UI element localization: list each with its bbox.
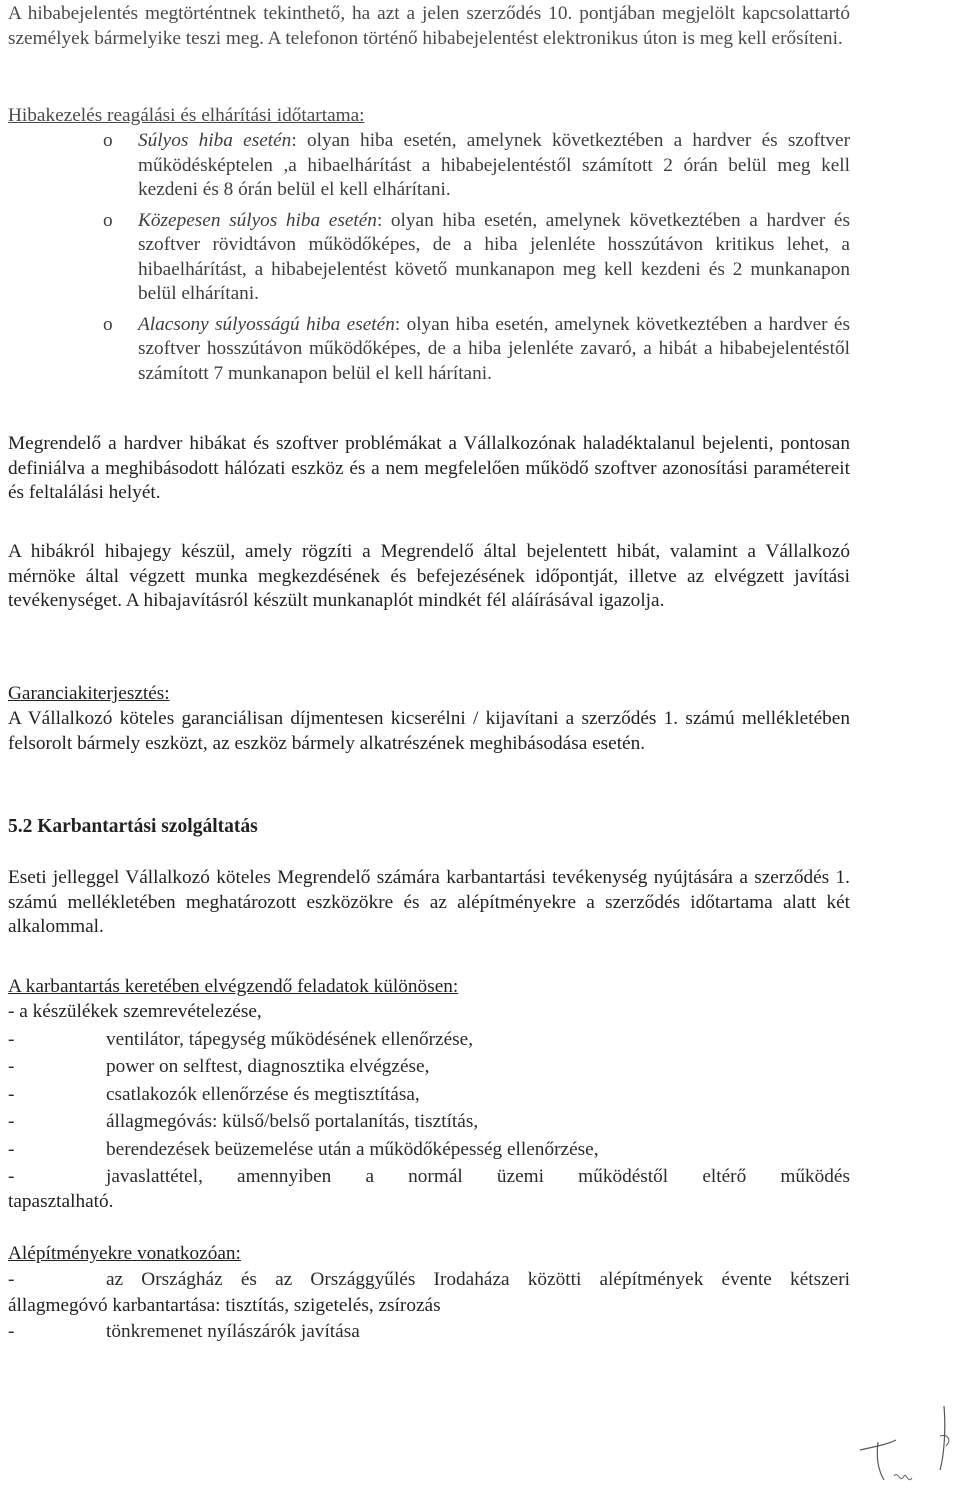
dash-mark: - bbox=[8, 1166, 15, 1187]
task-item-last bbox=[8, 1165, 850, 1190]
task-text: csatlakozók ellenőrzése és megtisztítása, bbox=[106, 1083, 420, 1105]
maintenance-paragraph: Eseti jelleggel Vállalkozó köteles Megrendelő számára karbantartási tevékenység nyújtására a szerződés 1. számú mellékletében meghatározott eszközökre és az alépítményekre a szerződés időtartama alatt két alkalommal. bbox=[8, 867, 850, 937]
task-text: berendezések beüzemelése után a működőképesség ellenőrzése, bbox=[106, 1138, 599, 1160]
tasks-heading bbox=[8, 975, 458, 1000]
bullet-mark: o bbox=[103, 313, 113, 335]
severity-list bbox=[8, 129, 850, 386]
task-item bbox=[8, 1055, 850, 1080]
task-text: ventilátor, tápegység működésének ellenőrzése, bbox=[106, 1028, 474, 1050]
task-text: javaslattétel, amennyiben a normál üzemi működéstől eltérő működés bbox=[106, 1166, 850, 1187]
ticket-paragraph: A hibákról hibajegy készül, amely rögzíti a Megrendelő által bejelentett hibát, valamint a Vállalkozó mérnöke által végzett munka megkezdésének és befejezésének időpontját, illetve az elvégzett javítási tevékenységet. A hibajavításról készült munkanaplót mindkét fél aláírásával igazolja. bbox=[8, 541, 850, 611]
response-time-heading-text: Hibakezelés reagálási és elhárítási időtartama: bbox=[8, 105, 365, 126]
dash-mark: - bbox=[8, 1269, 15, 1290]
task-item bbox=[8, 1083, 850, 1108]
substructure-item-continuation: állagmegóvó karbantartása: tisztítás, szigetelés, zsírozás bbox=[8, 1294, 441, 1316]
substructure-heading-text: Alépítményekre vonatkozóan: bbox=[8, 1243, 241, 1264]
severity-text: : olyan hiba esetén, amelynek következtében a hardver és szoftver működésképtelen ,a hibaelhárítást a hibabejelentéstől számított 2 órán belül meg kell kezdeni és 8 órán belül el kell elhárítani. bbox=[138, 130, 850, 200]
task-item bbox=[8, 1028, 850, 1053]
severity-item-low bbox=[8, 313, 850, 387]
section-title: 5.2 Karbantartási szolgáltatás bbox=[8, 816, 258, 837]
task-text: power on selftest, diagnosztika elvégzése, bbox=[106, 1056, 430, 1077]
task-item bbox=[8, 1138, 850, 1163]
dash-mark: - bbox=[8, 1028, 15, 1050]
handwritten-signature-initials bbox=[848, 1400, 960, 1496]
task-item: - a készülékek szemrevételezése, bbox=[8, 1001, 262, 1022]
substructure-text: az Országház és az Országgyűlés Irodaháza közötti alépítmények évente kétszeri bbox=[106, 1269, 850, 1290]
substructure-item bbox=[8, 1320, 850, 1345]
dash-mark: - bbox=[8, 1138, 15, 1160]
tasks-heading-text: A karbantartás keretében elvégzendő feladatok különösen: bbox=[8, 976, 459, 997]
severity-item-medium bbox=[8, 209, 850, 307]
severity-item-critical bbox=[8, 129, 850, 203]
warranty-heading-text: Garanciakiterjesztés: bbox=[8, 683, 170, 704]
report-paragraph: Megrendelő a hardver hibákat és szoftver problémákat a Vállalkozónak haladéktalanul bejelenti, pontosan definiálva a meghibásodott hálózati eszköz és a nem megfelelően működő szoftver azonosítási paramétereit és feltalálási helyét. bbox=[8, 433, 850, 503]
severity-text: : olyan hiba esetén, amelynek következtében a hardver és szoftver rövidtávon működőképes, de a hiba jelenléte hosszútávon kritikus lehet, a hibaelhárítást, a hibabejelentést követő munkanapon meg kell kezdeni és 2 munkanapon belül elhárítani. bbox=[138, 209, 850, 304]
bullet-mark: o bbox=[103, 130, 113, 151]
warranty-heading bbox=[8, 682, 170, 707]
severity-term: Alacsony súlyosságú hiba esetén bbox=[138, 313, 395, 335]
severity-term: Súlyos hiba esetén bbox=[138, 130, 292, 151]
warranty-paragraph: A Vállalkozó köteles garanciálisan díjmentesen kicserélni / kijavítani a szerződés 1. számú mellékletében felsorolt bármely eszközt, az eszköz bármely alkatrészének meghibásodása esetén. bbox=[8, 708, 850, 754]
substructure-heading bbox=[8, 1242, 241, 1267]
dash-mark: - bbox=[8, 1083, 15, 1105]
bullet-mark: o bbox=[103, 209, 113, 231]
substructure-item bbox=[8, 1268, 850, 1293]
dash-mark: - bbox=[8, 1321, 15, 1342]
task-item-continuation: tapasztalható. bbox=[8, 1190, 114, 1212]
substructure-list bbox=[8, 1268, 850, 1345]
response-time-heading bbox=[8, 104, 365, 129]
dash-mark: - bbox=[8, 1056, 15, 1077]
substructure-text: tönkremenet nyílászárók javítása bbox=[106, 1321, 360, 1342]
dash-mark: - bbox=[8, 1111, 15, 1132]
intro-paragraph: A hibabejelentés megtörténtnek tekinthető, ha azt a jelen szerződés 10. pontjában megjelölt kapcsolattartó személyek bármelyike teszi meg. A telefonon történő hibabejelentést elektronikus úton is meg kell erősíteni. bbox=[8, 3, 850, 49]
severity-term: Közepesen súlyos hiba esetén bbox=[138, 209, 377, 231]
tasks-list bbox=[8, 1000, 850, 1214]
task-text: állagmegóvás: külső/belső portalanítás, tisztítás, bbox=[106, 1111, 479, 1132]
severity-text: : olyan hiba esetén, amelynek következtében a hardver és szoftver hosszútávon működőképes, de a hiba jelenléte zavaró, a hibát a hibabejelentéstől számított 7 munkanapon belül el kell hárítani. bbox=[138, 313, 850, 384]
task-item bbox=[8, 1110, 850, 1135]
